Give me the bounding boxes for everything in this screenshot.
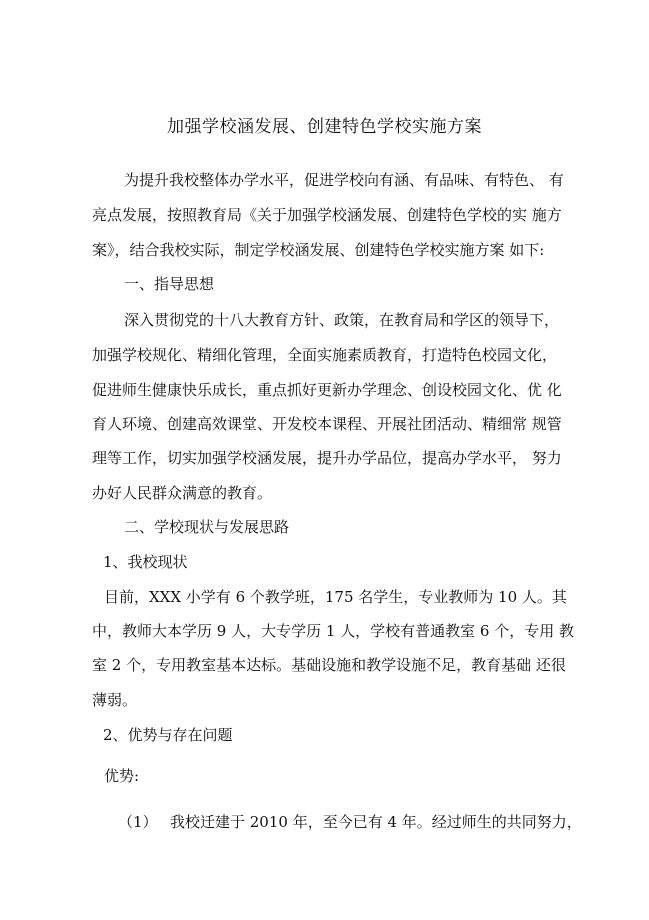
advantage-label: 优势:: [104, 767, 140, 785]
section-heading: 一、指导思想: [124, 275, 215, 293]
list-item-number: （1）: [118, 813, 158, 831]
paragraph-line: 育人环境、创建高效课堂、开发校本课程、开展社团活动、精细常 规管: [92, 415, 562, 433]
intro-line: 案》，结合我校实际，制定学校涵发展、创建特色学校实施方案 如下:: [92, 241, 545, 259]
list-item-text: 我校迁建于 2010 年，至今已有 4 年。经过师生的共同努力，: [170, 813, 582, 831]
paragraph-line: 办好人民群众满意的教育。: [92, 484, 273, 502]
paragraph-line: 中，教师大本学历 9 人，大专学历 1 人，学校有普通教室 6 个，专用 教: [92, 622, 575, 640]
paragraph-line: 理等工作，切实加强学校涵发展，提升办学品位，提高办学水平， 努力: [92, 449, 562, 467]
paragraph-line: 加强学校规化、精细化管理，全面实施素质教育，打造特色校园文化，: [92, 346, 558, 364]
intro-line: 亮点发展，按照教育局《关于加强学校涵发展、创建特色学校的实 施方: [92, 206, 562, 224]
paragraph-line: 目前，XXX 小学有 6 个教学班，175 名学生，专业教师为 10 人。其: [104, 588, 567, 606]
section-heading: 二、学校现状与发展思路: [124, 518, 290, 536]
document-title: 加强学校涵发展、创建特色学校实施方案: [167, 117, 482, 137]
subsection-heading: 1、我校现状: [103, 553, 188, 571]
paragraph-line: 深入贯彻党的十八大教育方针、政策，在教育局和学区的领导下，: [124, 311, 560, 329]
intro-line: 为提升我校整体办学水平，促进学校向有涵、有品味、有特色、 有: [124, 171, 564, 189]
paragraph-line: 促进师生健康快乐成长，重点抓好更新办学理念、创设校园文化、优 化: [92, 381, 562, 399]
subsection-heading: 2、优势与存在问题: [103, 726, 233, 744]
paragraph-line: 薄弱。: [92, 691, 138, 709]
paragraph-line: 室 2 个，专用教室基本达标。基础设施和教学设施不足，教育基础 还很: [92, 656, 566, 674]
